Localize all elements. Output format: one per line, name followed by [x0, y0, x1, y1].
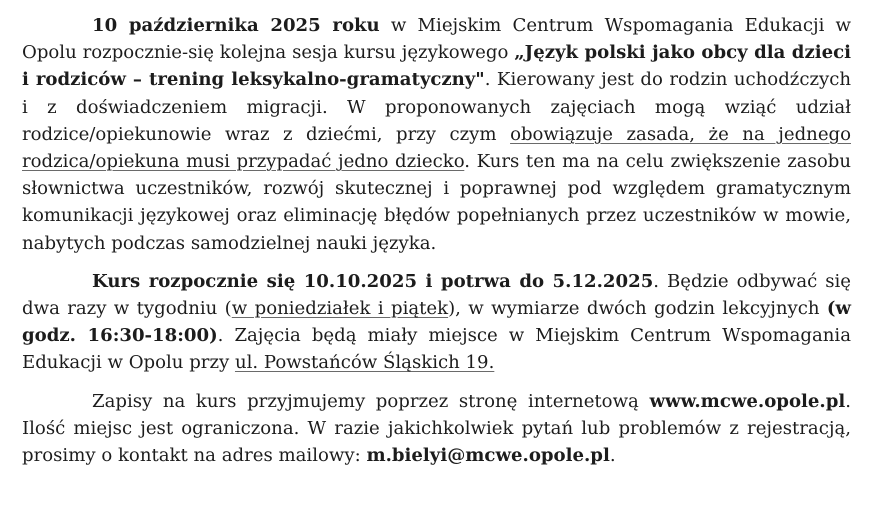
frequency-text: . Będzie odbywać się dwa razy w tygodniu (	[22, 270, 852, 320]
registration-end-text: .	[609, 445, 616, 467]
course-hours: (w godz. 16:30-18:00)	[22, 298, 851, 347]
participation-rule: obowiązuje zasada, że na jednego rodzica/opiekuna musi przypadać jedno dziecko	[22, 123, 851, 173]
course-days: w poniedziałek i piątek	[231, 298, 449, 320]
paragraph-course-intro	[22, 12, 851, 257]
course-start-date: 10 października 2025 roku	[92, 15, 380, 36]
course-title: „Język polski jako obcy dla dzieci i rodziców – trening leksykalno-gramatyczny"	[22, 42, 851, 91]
location-text: . Zajęcia będą miały miejsce w Miejskim Centrum Wspomagania Edukacji w Opolu przy	[22, 325, 851, 374]
contact-email[interactable]: m.bielyi@mcwe.opole.pl	[366, 445, 610, 467]
paragraph-registration	[22, 388, 851, 470]
registration-text: Zapisy na kurs przyjmujemy poprzez stronę internetową	[92, 390, 650, 412]
course-address: ul. Powstańców Śląskich 19.	[234, 352, 495, 374]
paragraph-schedule	[22, 268, 851, 377]
website-link[interactable]: www.mcwe.opole.pl	[649, 390, 846, 412]
limited-places-text: . Ilość miejsc jest ograniczona. W razie jakichkolwiek pytań lub problemów z rejestracją, prosimy o kontakt na adres mailowy:	[22, 390, 851, 467]
intro-text: w Miejskim Centrum Wspomagania Edukacji w Opolu rozpocznie-się kolejna sesja kursu językowego	[22, 15, 851, 64]
target-audience-text: . Kierowany jest do rodzin uchodźczych i z doświadczeniem migracji. W proponowanych zajęciach mogą wziąć udział rodzice/opiekunowie wraz z dziećmi, przy czym	[22, 69, 851, 145]
duration-text: ), w wymiarze dwóch godzin lekcyjnych	[448, 298, 827, 320]
course-goals-text: . Kurs ten ma na celu zwiększenie zasobu słownictwa uczestników, rozwój skutecznej i poprawnej pod względem gramatycznym komunikacji językowej oraz eliminację błędów popełnianych przez uczestników w mowie, nabytych podczas samodzielnej nauki języka.	[22, 151, 852, 254]
course-dates: Kurs rozpocznie się 10.10.2025 i potrwa do 5.12.2025	[92, 270, 654, 292]
